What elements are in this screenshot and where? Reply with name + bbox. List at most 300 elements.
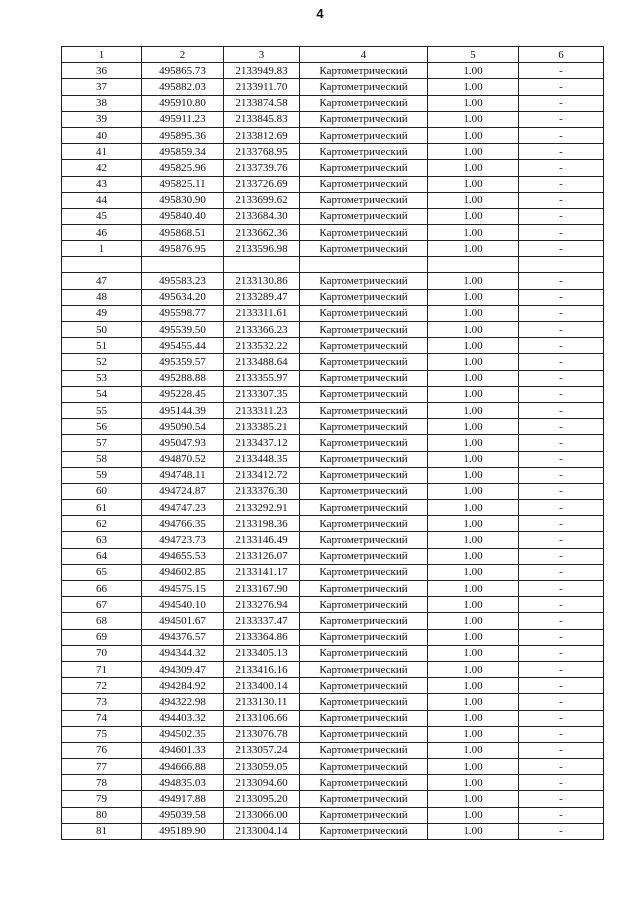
point-number-cell: 72 — [62, 678, 142, 694]
y-coordinate-cell: 2133366.23 — [224, 322, 300, 338]
point-number-cell: 51 — [62, 338, 142, 354]
note-cell: - — [519, 354, 604, 370]
point-number-cell: 1 — [62, 241, 142, 257]
page-number: 4 — [316, 6, 324, 21]
table-row — [62, 451, 604, 467]
point-number-cell: 73 — [62, 694, 142, 710]
accuracy-cell: 1.00 — [428, 791, 519, 807]
method-cell: Картометрический — [300, 564, 428, 580]
y-coordinate-cell: 2133726.69 — [224, 176, 300, 192]
x-coordinate-cell: 494322.98 — [142, 694, 224, 710]
y-coordinate-cell: 2133405.13 — [224, 645, 300, 661]
x-coordinate-cell: 495876.95 — [142, 241, 224, 257]
table-row — [62, 564, 604, 580]
note-cell: - — [519, 548, 604, 564]
method-cell: Картометрический — [300, 79, 428, 95]
method-cell: Картометрический — [300, 305, 428, 321]
y-coordinate-cell: 2133337.47 — [224, 613, 300, 629]
point-number-cell: 81 — [62, 823, 142, 839]
table-row — [62, 127, 604, 143]
table-row — [62, 629, 604, 645]
method-cell: Картометрический — [300, 322, 428, 338]
x-coordinate-cell: 494917.88 — [142, 791, 224, 807]
table-row — [62, 225, 604, 241]
table-row — [62, 63, 604, 79]
point-number-cell: 78 — [62, 775, 142, 791]
point-number-cell: 47 — [62, 273, 142, 289]
accuracy-cell: 1.00 — [428, 402, 519, 418]
note-cell: - — [519, 597, 604, 613]
point-number-cell: 46 — [62, 225, 142, 241]
x-coordinate-cell: 495189.90 — [142, 823, 224, 839]
accuracy-cell: 1.00 — [428, 483, 519, 499]
table-row — [62, 613, 604, 629]
x-coordinate-cell: 495825.11 — [142, 176, 224, 192]
note-cell: - — [519, 322, 604, 338]
x-coordinate-cell: 495882.03 — [142, 79, 224, 95]
table-header-row — [62, 47, 604, 63]
note-cell: - — [519, 629, 604, 645]
note-cell: - — [519, 613, 604, 629]
accuracy-cell: 1.00 — [428, 127, 519, 143]
method-cell: Картометрический — [300, 791, 428, 807]
method-cell: Картометрический — [300, 63, 428, 79]
x-coordinate-cell: 495859.34 — [142, 144, 224, 160]
point-number-cell: 69 — [62, 629, 142, 645]
method-cell: Картометрический — [300, 581, 428, 597]
table-row — [62, 79, 604, 95]
x-coordinate-cell: 494501.67 — [142, 613, 224, 629]
note-cell: - — [519, 370, 604, 386]
note-cell: - — [519, 807, 604, 823]
point-number-cell: 75 — [62, 726, 142, 742]
note-cell: - — [519, 95, 604, 111]
y-coordinate-cell: 2133355.97 — [224, 370, 300, 386]
note-cell: - — [519, 160, 604, 176]
accuracy-cell: 1.00 — [428, 208, 519, 224]
y-coordinate-cell: 2133059.05 — [224, 759, 300, 775]
y-coordinate-cell: 2133106.66 — [224, 710, 300, 726]
accuracy-cell: 1.00 — [428, 694, 519, 710]
method-cell: Картометрический — [300, 111, 428, 127]
accuracy-cell: 1.00 — [428, 500, 519, 516]
method-cell: Картометрический — [300, 144, 428, 160]
accuracy-cell: 1.00 — [428, 467, 519, 483]
accuracy-cell: 1.00 — [428, 564, 519, 580]
y-coordinate-cell: 2133532.22 — [224, 338, 300, 354]
method-cell — [300, 257, 428, 273]
method-cell: Картометрический — [300, 775, 428, 791]
y-coordinate-cell: 2133130.86 — [224, 273, 300, 289]
method-cell: Картометрический — [300, 402, 428, 418]
x-coordinate-cell: 495868.51 — [142, 225, 224, 241]
note-cell: - — [519, 532, 604, 548]
y-coordinate-cell: 2133911.70 — [224, 79, 300, 95]
point-number-cell: 65 — [62, 564, 142, 580]
note-cell: - — [519, 111, 604, 127]
y-coordinate-cell: 2133699.62 — [224, 192, 300, 208]
note-cell: - — [519, 386, 604, 402]
note-cell: - — [519, 467, 604, 483]
y-coordinate-cell: 2133596.98 — [224, 241, 300, 257]
note-cell: - — [519, 645, 604, 661]
point-number-cell: 49 — [62, 305, 142, 321]
table-row — [62, 532, 604, 548]
table-row — [62, 467, 604, 483]
point-number-cell — [62, 257, 142, 273]
note-cell: - — [519, 79, 604, 95]
header-cell-3: 3 — [224, 47, 300, 63]
table-row — [62, 402, 604, 418]
table-row — [62, 370, 604, 386]
y-coordinate-cell: 2133684.30 — [224, 208, 300, 224]
table-row — [62, 645, 604, 661]
point-number-cell: 77 — [62, 759, 142, 775]
accuracy-cell: 1.00 — [428, 111, 519, 127]
x-coordinate-cell: 495090.54 — [142, 419, 224, 435]
table-row — [62, 192, 604, 208]
note-cell: - — [519, 451, 604, 467]
y-coordinate-cell: 2133146.49 — [224, 532, 300, 548]
table-row — [62, 111, 604, 127]
x-coordinate-cell: 494766.35 — [142, 516, 224, 532]
x-coordinate-cell: 494724.87 — [142, 483, 224, 499]
point-number-cell: 50 — [62, 322, 142, 338]
y-coordinate-cell: 2133739.76 — [224, 160, 300, 176]
method-cell: Картометрический — [300, 176, 428, 192]
method-cell: Картометрический — [300, 160, 428, 176]
point-number-cell: 44 — [62, 192, 142, 208]
table-row — [62, 500, 604, 516]
x-coordinate-cell: 495144.39 — [142, 402, 224, 418]
method-cell: Картометрический — [300, 338, 428, 354]
table-row — [62, 305, 604, 321]
table-row — [62, 483, 604, 499]
table-row — [62, 742, 604, 758]
table-row — [62, 354, 604, 370]
note-cell: - — [519, 435, 604, 451]
header-cell-1: 1 — [62, 47, 142, 63]
accuracy-cell: 1.00 — [428, 645, 519, 661]
y-coordinate-cell: 2133488.64 — [224, 354, 300, 370]
x-coordinate-cell: 495539.50 — [142, 322, 224, 338]
accuracy-cell: 1.00 — [428, 597, 519, 613]
method-cell: Картометрический — [300, 467, 428, 483]
point-number-cell: 40 — [62, 127, 142, 143]
accuracy-cell: 1.00 — [428, 678, 519, 694]
accuracy-cell: 1.00 — [428, 742, 519, 758]
point-number-cell: 39 — [62, 111, 142, 127]
method-cell: Картометрический — [300, 273, 428, 289]
y-coordinate-cell: 2133400.14 — [224, 678, 300, 694]
accuracy-cell: 1.00 — [428, 823, 519, 839]
table-row — [62, 435, 604, 451]
method-cell: Картометрический — [300, 710, 428, 726]
note-cell: - — [519, 225, 604, 241]
table-row — [62, 823, 604, 839]
method-cell: Картометрический — [300, 807, 428, 823]
note-cell: - — [519, 176, 604, 192]
x-coordinate-cell: 494403.32 — [142, 710, 224, 726]
x-coordinate-cell: 495825.96 — [142, 160, 224, 176]
method-cell: Картометрический — [300, 370, 428, 386]
accuracy-cell: 1.00 — [428, 775, 519, 791]
table-row — [62, 710, 604, 726]
method-cell: Картометрический — [300, 208, 428, 224]
x-coordinate-cell: 494748.11 — [142, 467, 224, 483]
accuracy-cell: 1.00 — [428, 63, 519, 79]
point-number-cell: 55 — [62, 402, 142, 418]
method-cell: Картометрический — [300, 386, 428, 402]
point-number-cell: 61 — [62, 500, 142, 516]
accuracy-cell: 1.00 — [428, 144, 519, 160]
x-coordinate-cell: 495895.36 — [142, 127, 224, 143]
note-cell: - — [519, 289, 604, 305]
note-cell: - — [519, 483, 604, 499]
accuracy-cell: 1.00 — [428, 354, 519, 370]
y-coordinate-cell: 2133307.35 — [224, 386, 300, 402]
accuracy-cell: 1.00 — [428, 160, 519, 176]
accuracy-cell: 1.00 — [428, 710, 519, 726]
point-number-cell: 68 — [62, 613, 142, 629]
method-cell: Картометрический — [300, 532, 428, 548]
accuracy-cell: 1.00 — [428, 807, 519, 823]
table-row — [62, 257, 604, 273]
accuracy-cell: 1.00 — [428, 192, 519, 208]
x-coordinate-cell: 495911.23 — [142, 111, 224, 127]
note-cell: - — [519, 516, 604, 532]
y-coordinate-cell: 2133289.47 — [224, 289, 300, 305]
method-cell: Картометрический — [300, 500, 428, 516]
x-coordinate-cell: 494602.85 — [142, 564, 224, 580]
accuracy-cell: 1.00 — [428, 532, 519, 548]
point-number-cell: 37 — [62, 79, 142, 95]
point-number-cell: 58 — [62, 451, 142, 467]
note-cell: - — [519, 775, 604, 791]
method-cell: Картометрический — [300, 645, 428, 661]
accuracy-cell: 1.00 — [428, 305, 519, 321]
y-coordinate-cell: 2133198.36 — [224, 516, 300, 532]
y-coordinate-cell: 2133768.95 — [224, 144, 300, 160]
table-row — [62, 95, 604, 111]
x-coordinate-cell: 494835.03 — [142, 775, 224, 791]
note-cell: - — [519, 63, 604, 79]
accuracy-cell: 1.00 — [428, 370, 519, 386]
table-row — [62, 581, 604, 597]
accuracy-cell: 1.00 — [428, 759, 519, 775]
point-number-cell: 71 — [62, 661, 142, 677]
note-cell: - — [519, 338, 604, 354]
y-coordinate-cell: 2133385.21 — [224, 419, 300, 435]
x-coordinate-cell: 495039.58 — [142, 807, 224, 823]
note-cell: - — [519, 581, 604, 597]
y-coordinate-cell: 2133311.23 — [224, 402, 300, 418]
method-cell: Картометрический — [300, 241, 428, 257]
y-coordinate-cell: 2133094.60 — [224, 775, 300, 791]
note-cell: - — [519, 192, 604, 208]
accuracy-cell: 1.00 — [428, 322, 519, 338]
point-number-cell: 66 — [62, 581, 142, 597]
method-cell: Картометрический — [300, 225, 428, 241]
table-row — [62, 791, 604, 807]
y-coordinate-cell: 2133311.61 — [224, 305, 300, 321]
point-number-cell: 76 — [62, 742, 142, 758]
coordinates-table — [61, 46, 604, 840]
x-coordinate-cell: 495840.40 — [142, 208, 224, 224]
note-cell: - — [519, 305, 604, 321]
x-coordinate-cell: 494284.92 — [142, 678, 224, 694]
table-row — [62, 726, 604, 742]
y-coordinate-cell: 2133076.78 — [224, 726, 300, 742]
y-coordinate-cell: 2133376.30 — [224, 483, 300, 499]
x-coordinate-cell: 495359.57 — [142, 354, 224, 370]
method-cell: Картометрический — [300, 435, 428, 451]
x-coordinate-cell: 494540.10 — [142, 597, 224, 613]
x-coordinate-cell: 494502.35 — [142, 726, 224, 742]
x-coordinate-cell: 494575.15 — [142, 581, 224, 597]
method-cell: Картометрический — [300, 192, 428, 208]
point-number-cell: 41 — [62, 144, 142, 160]
table-row — [62, 807, 604, 823]
note-cell: - — [519, 500, 604, 516]
note-cell: - — [519, 823, 604, 839]
point-number-cell: 64 — [62, 548, 142, 564]
x-coordinate-cell: 494723.73 — [142, 532, 224, 548]
table-row — [62, 759, 604, 775]
x-coordinate-cell: 494666.88 — [142, 759, 224, 775]
y-coordinate-cell: 2133095.20 — [224, 791, 300, 807]
method-cell: Картометрический — [300, 354, 428, 370]
method-cell: Картометрический — [300, 629, 428, 645]
point-number-cell: 38 — [62, 95, 142, 111]
x-coordinate-cell: 495910.80 — [142, 95, 224, 111]
table-row — [62, 144, 604, 160]
y-coordinate-cell: 2133126.07 — [224, 548, 300, 564]
y-coordinate-cell: 2133130.11 — [224, 694, 300, 710]
table-row — [62, 678, 604, 694]
point-number-cell: 80 — [62, 807, 142, 823]
x-coordinate-cell: 495865.73 — [142, 63, 224, 79]
x-coordinate-cell: 495047.93 — [142, 435, 224, 451]
note-cell: - — [519, 402, 604, 418]
accuracy-cell: 1.00 — [428, 548, 519, 564]
point-number-cell: 59 — [62, 467, 142, 483]
accuracy-cell: 1.00 — [428, 613, 519, 629]
note-cell: - — [519, 144, 604, 160]
point-number-cell: 60 — [62, 483, 142, 499]
x-coordinate-cell: 494747.23 — [142, 500, 224, 516]
table-row — [62, 289, 604, 305]
x-coordinate-cell: 495288.88 — [142, 370, 224, 386]
y-coordinate-cell: 2133141.17 — [224, 564, 300, 580]
y-coordinate-cell: 2133276.94 — [224, 597, 300, 613]
y-coordinate-cell: 2133662.36 — [224, 225, 300, 241]
x-coordinate-cell: 495228.45 — [142, 386, 224, 402]
x-coordinate-cell: 494376.57 — [142, 629, 224, 645]
method-cell: Картометрический — [300, 127, 428, 143]
y-coordinate-cell: 2133812.69 — [224, 127, 300, 143]
point-number-cell: 62 — [62, 516, 142, 532]
note-cell: - — [519, 678, 604, 694]
note-cell: - — [519, 726, 604, 742]
header-cell-5: 5 — [428, 47, 519, 63]
table-row — [62, 694, 604, 710]
point-number-cell: 56 — [62, 419, 142, 435]
x-coordinate-cell: 495455.44 — [142, 338, 224, 354]
table-row — [62, 597, 604, 613]
accuracy-cell: 1.00 — [428, 726, 519, 742]
point-number-cell: 74 — [62, 710, 142, 726]
table-row — [62, 176, 604, 192]
point-number-cell: 79 — [62, 791, 142, 807]
accuracy-cell: 1.00 — [428, 661, 519, 677]
note-cell: - — [519, 661, 604, 677]
note-cell: - — [519, 564, 604, 580]
method-cell: Картометрический — [300, 451, 428, 467]
table-row — [62, 322, 604, 338]
method-cell: Картометрический — [300, 726, 428, 742]
accuracy-cell: 1.00 — [428, 289, 519, 305]
accuracy-cell: 1.00 — [428, 629, 519, 645]
y-coordinate-cell: 2133845.83 — [224, 111, 300, 127]
method-cell: Картометрический — [300, 742, 428, 758]
x-coordinate-cell: 494870.52 — [142, 451, 224, 467]
method-cell: Картометрический — [300, 823, 428, 839]
method-cell: Картометрический — [300, 483, 428, 499]
x-coordinate-cell — [142, 257, 224, 273]
y-coordinate-cell: 2133412.72 — [224, 467, 300, 483]
y-coordinate-cell: 2133057.24 — [224, 742, 300, 758]
y-coordinate-cell: 2133437.12 — [224, 435, 300, 451]
x-coordinate-cell: 495634.20 — [142, 289, 224, 305]
header-cell-4: 4 — [300, 47, 428, 63]
note-cell: - — [519, 791, 604, 807]
note-cell: - — [519, 241, 604, 257]
table-row — [62, 241, 604, 257]
x-coordinate-cell: 494601.33 — [142, 742, 224, 758]
y-coordinate-cell: 2133448.35 — [224, 451, 300, 467]
point-number-cell: 54 — [62, 386, 142, 402]
y-coordinate-cell: 2133949.83 — [224, 63, 300, 79]
header-cell-6: 6 — [519, 47, 604, 63]
method-cell: Картометрический — [300, 759, 428, 775]
header-cell-2: 2 — [142, 47, 224, 63]
x-coordinate-cell: 495583.23 — [142, 273, 224, 289]
note-cell: - — [519, 127, 604, 143]
point-number-cell: 42 — [62, 160, 142, 176]
point-number-cell: 53 — [62, 370, 142, 386]
accuracy-cell: 1.00 — [428, 386, 519, 402]
x-coordinate-cell: 494309.47 — [142, 661, 224, 677]
accuracy-cell — [428, 257, 519, 273]
method-cell: Картометрический — [300, 419, 428, 435]
accuracy-cell: 1.00 — [428, 451, 519, 467]
method-cell: Картометрический — [300, 597, 428, 613]
method-cell: Картометрический — [300, 613, 428, 629]
method-cell: Картометрический — [300, 661, 428, 677]
y-coordinate-cell: 2133066.00 — [224, 807, 300, 823]
accuracy-cell: 1.00 — [428, 225, 519, 241]
note-cell: - — [519, 208, 604, 224]
table-row — [62, 160, 604, 176]
x-coordinate-cell: 494655.53 — [142, 548, 224, 564]
method-cell: Картометрический — [300, 95, 428, 111]
table-row — [62, 208, 604, 224]
note-cell: - — [519, 710, 604, 726]
point-number-cell: 45 — [62, 208, 142, 224]
x-coordinate-cell: 495830.90 — [142, 192, 224, 208]
point-number-cell: 63 — [62, 532, 142, 548]
